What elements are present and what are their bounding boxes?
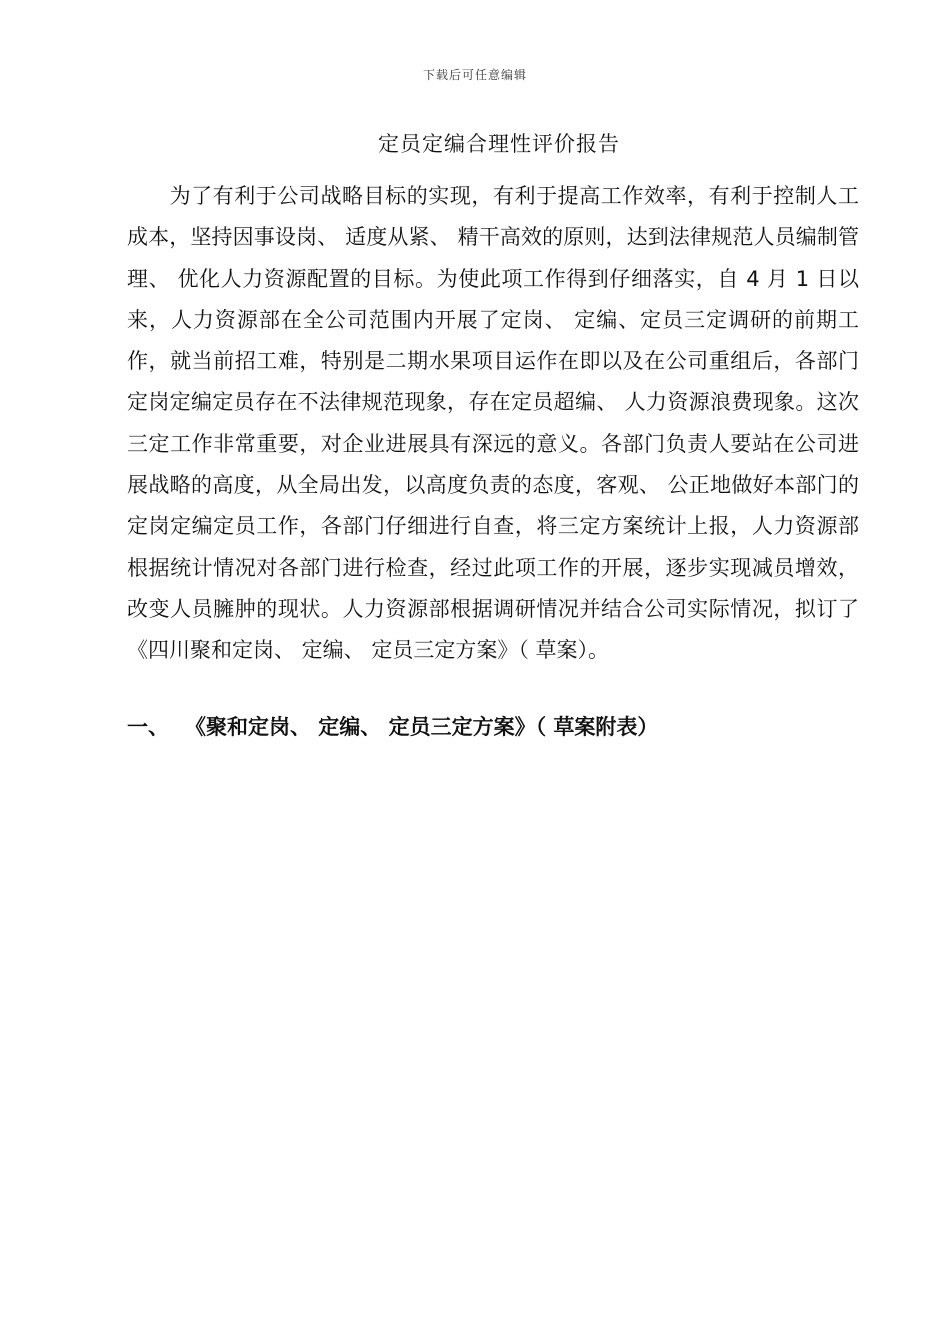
body-paragraph [127,176,859,672]
document-title: 定员定编合理性评价报告 [378,132,620,156]
section-number: 一、 [127,715,169,739]
header-note: 下载后可任意编辑 [422,68,527,82]
section-heading-text: 《聚和定岗、 定编、 定员三定方案》（ 草案附表） [185,715,659,739]
body-paragraph-text: 为了有利于公司战略目标的实现，有利于提高工作效率，有利于控制人工成本，坚持因事设岗、 适度从紧、 精干高效的原则，达到法律规范人员编制管理、 优化人力资源配置的目标。为使此项工作得到仔细落实，自 4 月 1 日以来，人力资源部在全公司范围内开展了定岗、 定编、定员三定调研的前期工作，就当前招工难，特别是二期水果项目运作在即以及在公司重组后，各部门定岗定编定员存在不法律规范现象，存在定员超编、 人力资源浪费现象。这次三定工作非常重要，对企业进展具有深远的意义。各部门负责人要站在公司进展战略的高度，从全局出发，以高度负责的态度，客观、 公正地做好本部门的定岗定编定员工作，各部门仔细进行自查，将三定方案统计上报，人力资源部根据统计情况对各部门进行检查，经过此项工作的开展，逐步实现减员增效，改变人员臃肿的现状。人力资源部根据调研情况并结合公司实际情况，拟订了《四川聚和定岗、 定编、 定员三定方案》（ 草案）。 [127,184,859,663]
section-heading [127,709,859,745]
